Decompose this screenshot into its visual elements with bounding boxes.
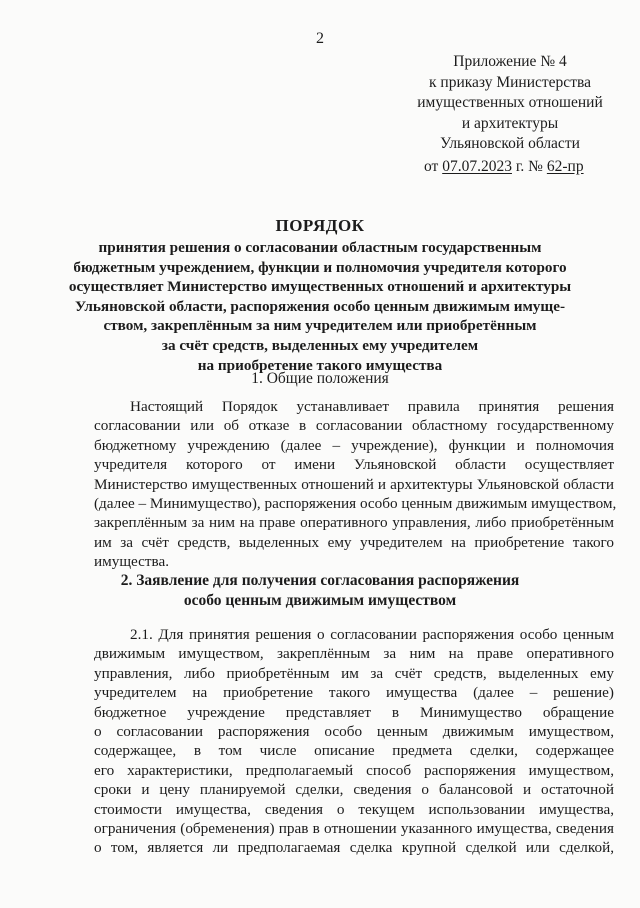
heading-line: особо ценным движимым имуществом [183,591,457,609]
appendix-line: к приказу Министерства [429,73,591,91]
subtitle-line: за счёт средств, выделенных ему учредителем [161,336,479,354]
section-1-paragraph [94,397,617,572]
document-title-block [0,214,640,375]
text-line: согласовании или об отказе в согласовании областному государственному [94,417,614,435]
text-line: (далее – Минимущество), распоряжения особо ценным движимым имуществом, [94,495,617,513]
text-line: о согласовании распоряжения особо ценным движимым имуществом, [94,723,614,741]
subtitle-line: осуществляет Министерство имущественных отношений и архитектуры [68,278,572,296]
order-date: 07.07.2023 [442,158,512,175]
text-line: учредителем на приобретение такого имущества (далее – решение) [94,684,614,702]
appendix-block [400,52,620,155]
text-line: о том, является ли предполагаемая сделка крупной сделкой или сделкой, [94,839,614,857]
document-title: ПОРЯДОК [275,216,365,235]
document-subtitle [0,238,640,375]
appendix-line: и архитектуры [461,114,559,132]
text-line: бюджетному учреждению (далее – учреждение), функции и полномочия [94,436,614,454]
appendix-line: имущественных отношений [417,94,603,111]
appendix-line: Приложение № 4 [453,53,567,70]
heading-line: 2. Заявление для получения согласования распоряжения [120,572,520,589]
text-line: 2.1. Для принятия решения о согласовании распоряжения особо ценным [130,626,614,643]
text-line: содержащее, в том числе описание предмета сделки, содержащее [94,742,614,760]
order-prefix: от [424,158,439,175]
appendix-line: Ульяновской области [440,135,580,152]
section-2-paragraph [94,625,614,858]
text-line: его характеристики, предполагаемый способ распоряжения имуществом, [94,761,614,779]
text-line: ограничения (обременения) прав в отношении указанного имущества, сведения [94,820,614,838]
subtitle-line: Ульяновской области, распоряжения особо ценным движимым имуще- [74,297,566,315]
order-number: 62-пр [546,158,584,175]
text-line: стоимости имущества, сведения о текущем использовании имущества, [94,800,614,818]
text-line: сроки и цену планируемой сделки, сведения о балансовой и остаточной [94,781,614,799]
text-line: Настоящий Порядок устанавливает правила принятия решения [130,398,614,415]
text-line: движимым имуществом, закреплённым за ним на праве оперативного [94,645,614,663]
text-line: имущества. [94,553,170,571]
subtitle-line: ством, закреплённым за ним учредителем или приобретённым [103,317,537,335]
order-middle: г. № [515,158,543,175]
subtitle-line: на приобретение такого имущества [197,356,443,374]
section-2-heading [0,571,640,610]
page-number: 2 [316,30,324,47]
subtitle-line: принятия решения о согласовании областным государственным [98,239,542,256]
text-line: Министерство имущественных отношений и архитектуры Ульяновской области [94,475,614,493]
text-line: бюджетное учреждение представляет в Минимущество обращение [94,703,614,721]
section-1-heading: 1. Общие положения [251,370,389,387]
text-line: закреплённым за ним на праве оперативного управления, либо приобретённым [94,514,614,532]
order-date-line [424,158,584,176]
subtitle-line: бюджетным учреждением, функции и полномочия учредителя которого [73,258,567,276]
text-line: им за счёт средств, выделенных ему учредителем на приобретение такого [94,533,614,551]
text-line: учредителя которого от имени Ульяновской области осуществляет [94,456,614,474]
text-line: управления, либо приобретённым им за счёт средств, выделенных ему [94,664,614,682]
